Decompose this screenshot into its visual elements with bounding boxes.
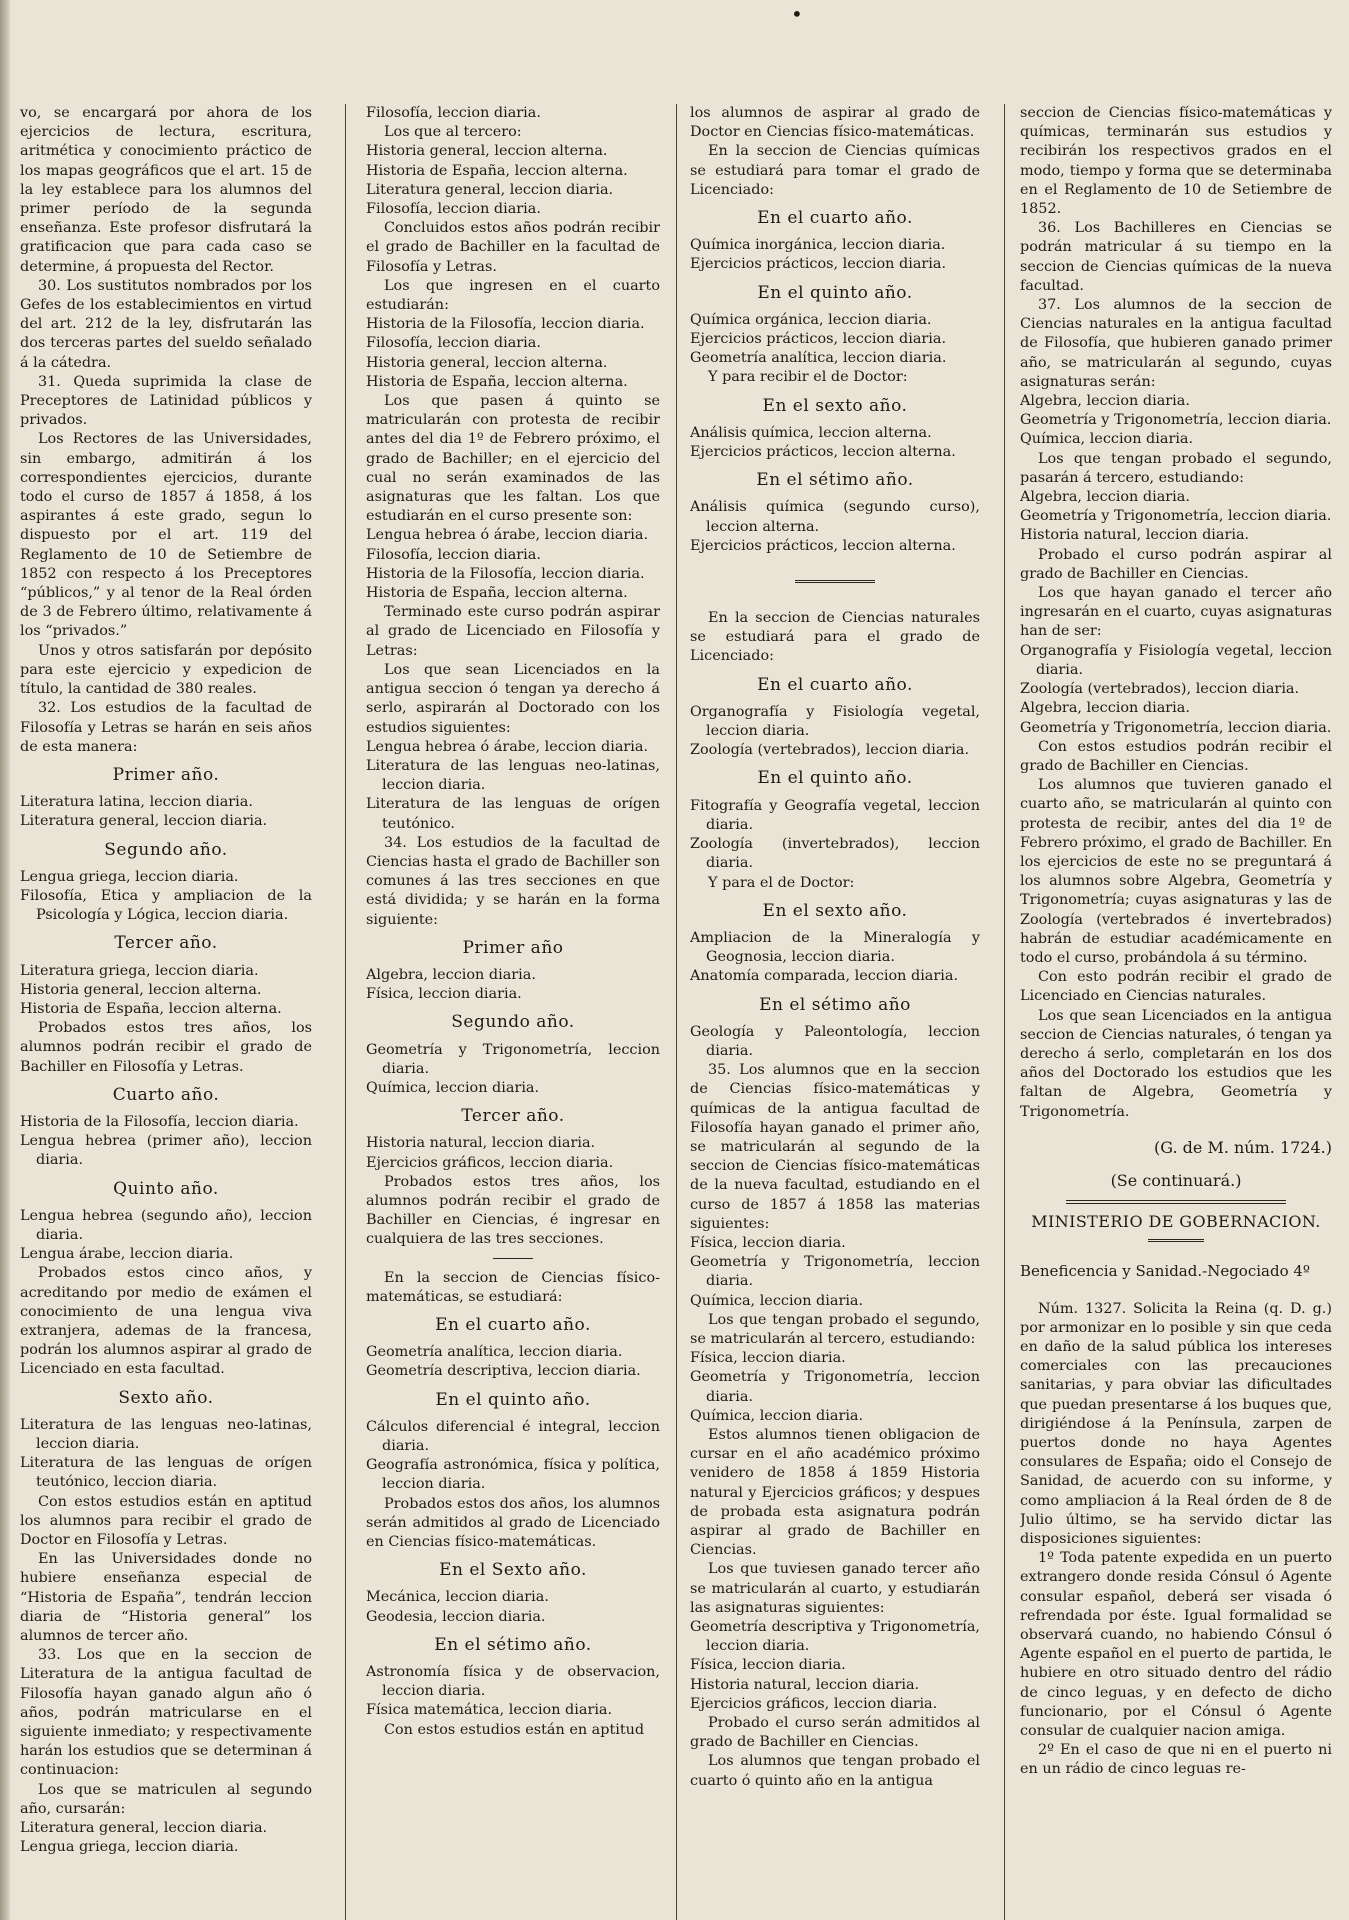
course-item: Literatura general, leccion diaria. — [366, 181, 614, 198]
paragraph: Probado el curso podrán aspirar al grado de Bachiller en Ciencias. — [1020, 546, 1332, 582]
ministry-heading: MINISTERIO DE GOBERNACION. — [1031, 1212, 1321, 1232]
course-item: Geometría descriptiva y Trigonometría, leccion diaria. — [690, 1619, 980, 1655]
paragraph: Los que hayan ganado el tercer año ingresarán en el cuarto, cuyas asignaturas han de ser: — [1020, 585, 1332, 640]
course-item: Ejercicios prácticos, leccion alterna. — [690, 444, 956, 461]
course-item: Lengua hebrea (segundo año), leccion diaria. — [20, 1207, 312, 1243]
column-2 — [366, 104, 660, 1920]
course-item: Algebra, leccion diaria. — [1020, 489, 1190, 506]
course-item: Historia natural, leccion diaria. — [366, 1135, 596, 1152]
course-item: Historia de la Filosofía, leccion diaria. — [20, 1113, 299, 1130]
course-item: Química orgánica, leccion diaria. — [690, 311, 932, 328]
course-item: Algebra, leccion diaria. — [1020, 393, 1190, 410]
year-heading: En el quinto año. — [757, 768, 913, 789]
year-heading: Cuarto año. — [112, 1084, 220, 1105]
course-item: Historia de España, leccion alterna. — [366, 585, 628, 602]
course-item: Historia general, leccion alterna. — [366, 354, 608, 371]
paragraph: Los que al tercero: — [384, 124, 522, 141]
course-item: Geología y Paleontología, leccion diaria. — [690, 1023, 980, 1059]
course-item: Química, leccion diaria. — [690, 1407, 864, 1424]
paragraph: Probados estos tres años, los alumnos podrán recibir el grado de Bachiller en Ciencias, é ingresar en cualquiera de las tres secciones. — [366, 1173, 660, 1248]
paragraph: Los que sean Licenciados en la antigua seccion ó tengan ya derecho á serlo, aspirarán al Doctorado con los estudios siguientes: — [366, 661, 660, 736]
continuation-note: (Se continuará.) — [1110, 1170, 1242, 1190]
provision-1: 1º Toda patente expedida en un puerto extrangero donde resida Cónsul ó Agente consular español, deberá ser visada ó refrendada por éste. Igual formalidad se observará cuando, no habiendo Cónsul ó Agente español en el puerto de partida, le hubiere en otro situado dentro del rádio de cinco leguas, y en defecto de dicho funcionario, por el Cónsul ó Agente consular de cualquier nacion amiga. — [1020, 1550, 1332, 1740]
column-1 — [20, 104, 312, 1920]
top-mark: • — [791, 2, 803, 26]
course-item: Historia natural, leccion diaria. — [690, 1676, 920, 1693]
course-item: Física, leccion diaria. — [366, 986, 522, 1003]
paragraph: Los que sean Licenciados en la antigua seccion de Ciencias naturales, ó tengan ya derecho á serlo, completarán en los dos años del Doctorado los estudios que les faltan de Algebra, Geometría y Trigonometría. — [1020, 1007, 1332, 1120]
course-item: Lengua hebrea ó árabe, leccion diaria. — [366, 738, 649, 755]
course-item: Mecánica, leccion diaria. — [366, 1589, 549, 1606]
course-item: Literatura general, leccion diaria. — [20, 1820, 268, 1837]
column-rule — [345, 104, 346, 1920]
department-heading: Beneficencia y Sanidad.-Negociado 4º — [1020, 1262, 1310, 1281]
section-divider — [1066, 1200, 1286, 1204]
course-item: Zoología (vertebrados), leccion diaria. — [690, 742, 970, 759]
course-item: Historia de la Filosofía, leccion diaria. — [366, 316, 645, 333]
paragraph: Estos alumnos tienen obligacion de cursar en el año académico próximo venidero de 1858 á 1859 Historia natural y Ejercicios gráficos; y despues de probada esta asignatura podrán aspirar al grado de Bachiller en Ciencias. — [690, 1426, 980, 1559]
course-item: Fitografía y Geografía vegetal, leccion diaria. — [690, 797, 980, 833]
course-item: Historia de España, leccion alterna. — [366, 373, 628, 390]
course-item: Lengua griega, leccion diaria. — [20, 1839, 239, 1856]
column-4 — [1020, 104, 1332, 1920]
paragraph: Los que tengan probado el segundo, pasarán á tercero, estudiando: — [1020, 450, 1332, 486]
article-36: 36. Los Bachilleres en Ciencias se podrán matricular á su tiempo en la seccion de Ciencias químicas de la nueva facultad. — [1020, 220, 1332, 294]
year-heading: En el quinto año. — [757, 282, 913, 303]
course-item: Geometría y Trigonometría, leccion diaria. — [690, 1254, 980, 1290]
course-item: Filosofía, leccion diaria. — [366, 335, 541, 352]
course-item: Zoología (vertebrados), leccion diaria. — [1020, 681, 1300, 698]
year-heading: En el cuarto año. — [435, 1314, 591, 1335]
paragraph: Unos y otros satisfarán por depósito para este ejercicio y expedicion de título, la cantidad de 380 reales. — [20, 642, 312, 698]
binding-edge — [0, 0, 10, 1920]
course-item: Filosofía, leccion diaria. — [366, 546, 541, 563]
article-32: 32. Los estudios de la facultad de Filosofía y Letras se harán en seis años de esta manera: — [20, 700, 312, 755]
course-item: Astronomía física y de observacion, leccion diaria. — [366, 1664, 660, 1700]
paragraph: los alumnos de aspirar al grado de Doctor en Ciencias físico-matemáticas. — [690, 105, 980, 141]
course-item: Ejercicios gráficos, leccion diaria. — [366, 1154, 614, 1171]
column-3 — [690, 104, 980, 1920]
article-34: 34. Los estudios de la facultad de Ciencias hasta el grado de Bachiller son comunes á las tres secciones en que está dividida; y se harán en la forma siguiente: — [366, 834, 660, 928]
year-heading: En el sétimo año — [759, 994, 911, 1015]
course-item: Geometría y Trigonometría, leccion diaria. — [690, 1369, 980, 1405]
year-heading: Segundo año. — [451, 1012, 575, 1033]
article-37: 37. Los alumnos de la seccion de Ciencias naturales en la antigua facultad de Filosofía, que hubieren ganado primer año, se matricularán al segundo, cuyas asignaturas serán: — [1020, 297, 1332, 390]
paragraph: Con estos estudios están en aptitud — [384, 1721, 645, 1738]
paragraph: Los que ingresen en el cuarto estudiarán: — [366, 277, 660, 314]
course-item: Física, leccion diaria. — [690, 1657, 846, 1674]
paragraph: Los Rectores de las Universidades, sin embargo, admitirán á los correspondientes ejercicios, durante todo el curso de 1857 á 1858, á los aspirantes á este grado, segun lo dispuesto por el art. 119 del Reglamento de 10 de Setiembre de 1852 con respecto á los Preceptores “públicos,” y al tenor de la Real órden de 3 de Febrero último, relativamente á los “privados.” — [20, 431, 312, 640]
course-item: Algebra, leccion diaria. — [1020, 700, 1190, 717]
course-item: Ejercicios prácticos, leccion alterna. — [690, 537, 956, 554]
course-item: Lengua árabe, leccion diaria. — [20, 1246, 234, 1263]
course-item: Geometría y Trigonometría, leccion diaria. — [1020, 508, 1332, 525]
year-heading: Primer año — [462, 937, 564, 958]
course-item: Geometría analítica, leccion diaria. — [690, 350, 947, 367]
paragraph: Los que pasen á quinto se matricularán con protesta de recibir antes del dia 1º de Febrero próximo, el grado de Bachiller; en el ejercicio del cual no serán examinados de las asignaturas que les faltan. Los que estudiarán en el curso presente son: — [366, 393, 660, 525]
course-item: Física matemática, leccion diaria. — [366, 1702, 613, 1719]
paragraph: Con esto podrán recibir el grado de Licenciado en Ciencias naturales. — [1020, 969, 1332, 1005]
year-heading: En el Sexto año. — [439, 1560, 587, 1581]
course-item: Química inorgánica, leccion diaria. — [690, 237, 946, 254]
course-item: Geodesia, leccion diaria. — [366, 1608, 546, 1625]
paragraph: Concluidos estos años podrán recibir el grado de Bachiller en la facultad de Filosofía y Letras. — [366, 220, 660, 275]
course-item: Historia natural, leccion diaria. — [1020, 527, 1250, 544]
course-item: Historia de España, leccion alterna. — [366, 162, 628, 179]
paragraph: Probados estos tres años, los alumnos podrán recibir el grado de Bachiller en Filosofía y Letras. — [20, 1020, 312, 1075]
paragraph: En la seccion de Ciencias naturales se estudiará para el grado de Licenciado: — [690, 610, 980, 665]
course-item: Ampliacion de la Mineralogía y Geognosia, leccion diaria. — [690, 929, 980, 966]
course-item: Literatura de las lenguas neo-latinas, leccion diaria. — [366, 757, 660, 794]
paragraph: seccion de Ciencias físico-matemáticas y químicas, terminarán sus estudios y recibirán los respectivos grados en el modo, tiempo y forma que se determinaba en el Reglamento de 10 de Setiembre de 1852. — [1020, 105, 1332, 218]
article-30: 30. Los sustitutos nombrados por los Gefes de los establecimientos en virtud del art. 212 de la ley, disfrutarán las dos terceras partes del sueldo señalado á la cátedra. — [20, 277, 312, 371]
course-item: Filosofía, Etica y ampliacion de la Psicología y Lógica, leccion diaria. — [20, 887, 312, 924]
course-item: Química, leccion diaria. — [366, 1079, 540, 1096]
course-item: Ejercicios prácticos, leccion diaria. — [690, 256, 947, 273]
column-rule — [676, 104, 677, 1920]
course-item: Literatura de las lenguas neo-latinas, leccion diaria. — [20, 1416, 312, 1452]
paragraph: Los que tengan probado el segundo, se matricularán al tercero, estudiando: — [690, 1311, 980, 1347]
course-item: Anatomía comparada, leccion diaria. — [690, 968, 959, 985]
paragraph: Con estos estudios podrán recibir el grado de Bachiller en Ciencias. — [1020, 738, 1332, 774]
year-heading: En el cuarto año. — [757, 208, 913, 229]
paragraph: Probados estos cinco años, y acreditando por medio de exámen el conocimiento de una lengua viva extranjera, ademas de la francesa, podrán los alumnos aspirar al grado de Licenciado en esta facultad. — [20, 1265, 312, 1378]
course-item: Literatura griega, leccion diaria. — [20, 962, 259, 979]
course-item: Geometría y Trigonometría, leccion diaria. — [366, 1041, 660, 1077]
year-heading: En el quinto año. — [435, 1389, 591, 1410]
course-item: Lengua griega, leccion diaria. — [20, 868, 239, 885]
year-heading: Segundo año. — [104, 839, 228, 860]
year-heading: Sexto año. — [118, 1387, 214, 1408]
course-item: Algebra, leccion diaria. — [366, 966, 536, 983]
course-item: Geometría y Trigonometría, leccion diaria. — [1020, 412, 1332, 429]
paragraph: Probados estos dos años, los alumnos serán admitidos al grado de Licenciado en Ciencias físico-matemáticas. — [366, 1495, 660, 1551]
course-item: Química, leccion diaria. — [690, 1292, 864, 1309]
course-item: Literatura latina, leccion diaria. — [20, 794, 253, 811]
course-item: Historia general, leccion alterna. — [20, 981, 262, 998]
course-item: Historia general, leccion alterna. — [366, 143, 608, 160]
year-heading: En el sexto año. — [762, 900, 908, 921]
paragraph: En la seccion de Ciencias químicas se estudiará para tomar el grado de Licenciado: — [690, 143, 980, 198]
course-item: Lengua hebrea (primer año), leccion diaria. — [20, 1133, 312, 1169]
course-item: Análisis química, leccion alterna. — [690, 424, 932, 441]
double-separator — [1148, 1239, 1204, 1242]
paragraph: Los alumnos que tengan probado el cuarto ó quinto año en la antigua — [690, 1753, 980, 1789]
course-item: Cálculos diferencial é integral, leccion diaria. — [366, 1418, 660, 1454]
course-item: Física, leccion diaria. — [690, 1234, 846, 1251]
year-heading: En el sétimo año. — [434, 1634, 592, 1655]
year-heading: Quinto año. — [113, 1178, 219, 1199]
course-item: Zoología (invertebrados), leccion diaria. — [690, 836, 980, 872]
year-heading: En el sexto año. — [762, 395, 908, 416]
year-heading: En el cuarto año. — [757, 674, 913, 695]
course-item: Geometría descriptiva, leccion diaria. — [366, 1363, 641, 1380]
paragraph: Terminado este curso podrán aspirar al grado de Licenciado en Filosofía y Letras: — [366, 604, 660, 659]
article-33: 33. Los que en la seccion de Literatura de la antigua facultad de Filosofía hayan ganado algun año ó años, podrán matricularse en el siguiente inmediato; y respectivamente harán los estudios que se determinan á continuacion: — [20, 1647, 312, 1779]
article-31: 31. Queda suprimida la clase de Preceptores de Latinidad públicos y privados. — [20, 373, 312, 429]
course-item: Organografía y Fisiología vegetal, leccion diaria. — [1020, 642, 1332, 678]
paragraph: Con estos estudios están en aptitud los alumnos para recibir el grado de Doctor en Filosofía y Letras. — [20, 1493, 312, 1549]
separator — [493, 1258, 533, 1259]
course-item: Historia de la Filosofía, leccion diaria. — [366, 565, 645, 582]
course-item: Geometría analítica, leccion diaria. — [366, 1344, 623, 1361]
decree-1327: Núm. 1327. Solicita la Reina (q. D. g.) por armonizar en lo posible y sin que ceda en daño de la salud pública los intereses comerciales con las precauciones sanitarias, y para obviar las dificultades que puedan presentarse á los buques que, dirigiéndose á la Península, zarpen de puertos donde no haya Agentes consulares de España; oido el Consejo de Sanidad, de acuerdo con su informe, y como ampliacion á la Real órden de 8 de Julio último, se ha servido dictar las disposiciones siguientes: — [1020, 1300, 1332, 1548]
paragraph: En la seccion de Ciencias físico-matemáticas, se estudiará: — [366, 1269, 660, 1305]
year-heading: En el sétimo año. — [756, 470, 914, 491]
course-item: Química, leccion diaria. — [1020, 431, 1194, 448]
course-item: Análisis química (segundo curso), leccion alterna. — [690, 499, 980, 535]
paragraph: vo, se encargará por ahora de los ejercicios de lectura, escritura, aritmética y conocimiento práctico de los mapas geográficos que el art. 15 de la ley establece para los alumnos del primer período de la segunda enseñanza. Este profesor disfrutará la gratificacion que para cada caso se determine, á propuesta del Rector. — [20, 105, 312, 275]
year-heading: Tercer año. — [114, 933, 218, 954]
course-item: Filosofía, leccion diaria. — [366, 201, 541, 218]
paragraph: Los que tuviesen ganado tercer año se matricularán al cuarto, y estudiarán las asignaturas siguientes: — [690, 1561, 980, 1616]
paragraph: Los alumnos que tuvieren ganado el cuarto año, se matricularán al quinto con protesta de recibir, antes del dia 1º de Febrero próximo, el grado de Bachiller. En los ejercicios de este no se preguntará á los alumnos sobre Algebra, Geometría y Trigonometría; cuyas asignaturas y las de Zoología (vertebrados é invertebrados) habrán de estudiar académicamente en todo el curso, probándola á su término. — [1020, 777, 1332, 966]
course-item: Literatura general, leccion diaria. — [20, 813, 268, 830]
provision-2: 2º En el caso de que ni en el puerto ni en un rádio de cinco leguas re- — [1020, 1742, 1332, 1778]
article-35: 35. Los alumnos que en la seccion de Ciencias físico-matemáticas y químicas de la antigua facultad de Filosofía hayan ganado el primer año, se matricularán al segundo de la seccion de Ciencias físico-matemáticas de la nueva facultad, estudiando en el curso de 1857 á 1858 las materias siguientes: — [690, 1062, 980, 1232]
source-citation: (G. de M. núm. 1724.) — [1154, 1137, 1332, 1157]
course-item: Ejercicios gráficos, leccion diaria. — [690, 1695, 938, 1712]
course-item: Geometría y Trigonometría, leccion diaria. — [1020, 719, 1332, 736]
double-separator — [795, 580, 875, 583]
paragraph: Probado el curso serán admitidos al grado de Bachiller en Ciencias. — [690, 1715, 980, 1751]
year-heading: Tercer año. — [461, 1106, 565, 1127]
paragraph: Y para recibir el de Doctor: — [708, 369, 908, 386]
course-item: Literatura de las lenguas de orígen teutónico, leccion diaria. — [20, 1455, 312, 1491]
course-item: Física, leccion diaria. — [690, 1350, 846, 1367]
paragraph: En las Universidades donde no hubiere enseñanza especial de “Historia de España”, tendrán leccion diaria de “Historia general” los alumnos de tercer año. — [20, 1551, 312, 1645]
paragraph: Los que se matriculen al segundo año, cursarán: — [20, 1781, 312, 1817]
paragraph: Y para el de Doctor: — [708, 874, 855, 891]
course-item: Filosofía, leccion diaria. — [366, 105, 541, 121]
year-heading: Primer año. — [112, 764, 220, 785]
course-item: Geografía astronómica, física y política, leccion diaria. — [366, 1457, 660, 1493]
course-item: Historia de España, leccion alterna. — [20, 1000, 282, 1017]
column-rule — [1004, 104, 1005, 1920]
course-item: Literatura de las lenguas de orígen teutónico. — [366, 796, 660, 832]
course-item: Organografía y Fisiología vegetal, leccion diaria. — [690, 703, 980, 740]
course-item: Ejercicios prácticos, leccion diaria. — [690, 331, 947, 348]
course-item: Lengua hebrea ó árabe, leccion diaria. — [366, 527, 649, 544]
